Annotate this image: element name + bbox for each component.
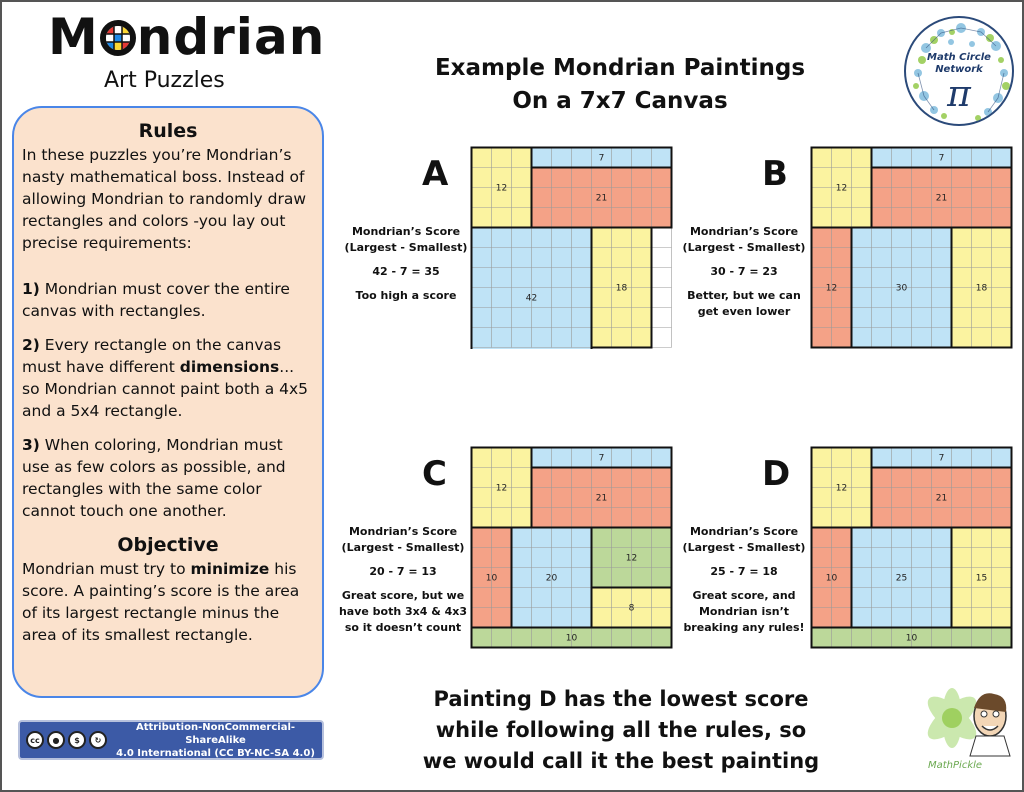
rules-panel [12,106,324,698]
rectangle-area-label: 15 [975,573,988,584]
score-comment: Too high a score [355,289,457,302]
rule-3-text: When coloring, Mondrian must use as few colors as possible, and rectangles with the same color cannot touch one another. [22,436,286,520]
painting-d-score [682,524,806,636]
rectangle-area-label: 10 [825,573,838,584]
rectangle-area-label: 21 [935,493,948,504]
license-line-1: Attribution-NonCommercial-ShareAlike [135,721,296,746]
title-line-2: On a 7x7 Canvas [512,88,728,114]
cc-icon: cc [26,731,44,749]
license-badge[interactable] [18,720,324,760]
objective-text-a: Mondrian must try to [22,560,191,578]
painting-d-letter: D [762,454,791,494]
score-comment-line-1: Great score, but we [341,589,465,602]
logo-letter-m: M [48,8,99,66]
rectangle-area-label: 21 [595,493,608,504]
license-icons [26,731,107,749]
score-subtitle: (Largest - Smallest) [341,541,465,554]
painting-c-letter: C [422,454,447,494]
rules-intro: In these puzzles you’re Mondrian’s nasty mathematical boss. Instead of allowing Mondrian to randomly draw rectangles and colors -you lay out precise requirements: [22,146,307,252]
conclusion-text [406,684,836,777]
rule-3-number: 3) [22,436,40,454]
score-comment-line-3: so it doesn’t count [344,621,462,634]
rectangle-area-label: 8 [628,603,635,614]
mondrian-logo [48,8,325,66]
painting-c [470,446,673,649]
score-comment-line-1: Great score, and [692,589,796,602]
rule-1-text: Mondrian must cover the entire canvas with rectangles. [22,280,290,320]
sharealike-icon: ↻ [89,731,107,749]
rule-3 [22,434,314,522]
score-title: Mondrian’s Score [689,525,799,538]
attribution-icon: ● [47,731,65,749]
rectangle-area-label: 12 [825,283,838,294]
rectangle-area-label: 12 [835,183,848,194]
rectangle-area-label: 18 [615,283,628,294]
rectangle-area-label: 12 [495,183,508,194]
score-comment-line-2: get even lower [697,305,791,318]
rule-2-text-b: ... so Mondrian cannot paint both a 4x5 and a 5x4 rectangle. [22,358,309,420]
rectangle-area-label: 7 [598,453,605,464]
score-formula: 30 - 7 = 23 [710,265,778,278]
badge-line-2: Network [935,64,983,75]
mondrian-o-icon [100,20,136,56]
rule-2-number: 2) [22,336,40,354]
license-text [115,721,316,760]
objective-bold: minimize [190,560,270,578]
painting-a-score [344,224,468,304]
score-subtitle: (Largest - Smallest) [682,541,806,554]
rule-2-bold: dimensions [179,358,280,376]
painting-canvas [810,446,1013,649]
painting-b-score [682,224,806,320]
rectangle-area-label: 10 [905,633,918,644]
mathpickle-label: MathPickle [928,760,983,771]
score-title: Mondrian’s Score [351,225,461,238]
objective-heading: Objective [117,534,219,556]
objective-text [22,558,314,646]
objective-text-b: his score. A painting’s score is the area of its largest rectangle minus the area of its smallest rectangle. [22,560,300,644]
painting-canvas [470,446,673,649]
rule-2 [22,334,314,422]
painting-d [810,446,1013,649]
rectangle-area-label: 21 [935,193,948,204]
painting-a-letter: A [422,154,449,194]
mathpickle-logo [910,678,1018,778]
painting-b [810,146,1013,349]
score-title: Mondrian’s Score [348,525,458,538]
rule-1 [22,278,314,322]
rectangle-area-label: 20 [545,573,558,584]
noncommercial-icon: $ [68,731,86,749]
rectangle-area-label: 12 [495,483,508,494]
rule-1-number: 1) [22,280,40,298]
conclusion-line-2: while following all the rules, so [435,718,807,742]
score-subtitle: (Largest - Smallest) [344,241,468,254]
rectangle-area-label: 12 [625,553,638,564]
math-circle-network-logo [904,16,1014,126]
score-comment-line-1: Better, but we can [687,289,801,302]
rectangle-area-label: 21 [595,193,608,204]
rectangle-area-label: 25 [895,573,908,584]
logo-letters-ndrian: ndrian [136,8,326,66]
painting-a [470,146,673,349]
rules-heading: Rules [138,120,198,142]
badge-line-1: Math Circle [927,52,991,63]
rectangle-area-label: 7 [938,453,945,464]
badge-text [906,52,1012,76]
painting-canvas [810,146,1013,349]
score-subtitle: (Largest - Smallest) [682,241,806,254]
rectangle-area-label: 42 [525,293,538,304]
rectangle-area-label: 10 [485,573,498,584]
pi-symbol: π [947,74,971,115]
rectangle-area-label: 7 [938,153,945,164]
score-comment-line-2: Mondrian isn’t [698,605,790,618]
rule-2-text-a: Every rectangle on the canvas must have different [22,336,282,376]
score-comment-line-3: breaking any rules! [683,621,805,634]
score-formula: 20 - 7 = 13 [369,565,437,578]
rectangle-area-label: 18 [975,283,988,294]
score-formula: 42 - 7 = 35 [372,265,440,278]
score-formula: 25 - 7 = 18 [710,565,778,578]
rectangle-area-label: 10 [565,633,578,644]
conclusion-line-1: Painting D has the lowest score [433,687,809,711]
logo-subtitle: Art Puzzles [104,68,225,93]
painting-c-score [338,524,468,636]
painting-canvas [470,146,673,349]
score-comment-line-2: have both 3x4 & 4x3 [338,605,468,618]
page-title [410,52,830,118]
score-title: Mondrian’s Score [689,225,799,238]
license-line-2: 4.0 International (CC BY-NC-SA 4.0) [116,747,315,759]
conclusion-line-3: we would call it the best painting [422,749,820,773]
rectangle-area-label: 12 [835,483,848,494]
rectangle-area-label: 7 [598,153,605,164]
rectangle-area-label: 30 [895,283,908,294]
title-line-1: Example Mondrian Paintings [434,55,806,81]
painting-b-letter: B [762,154,788,194]
